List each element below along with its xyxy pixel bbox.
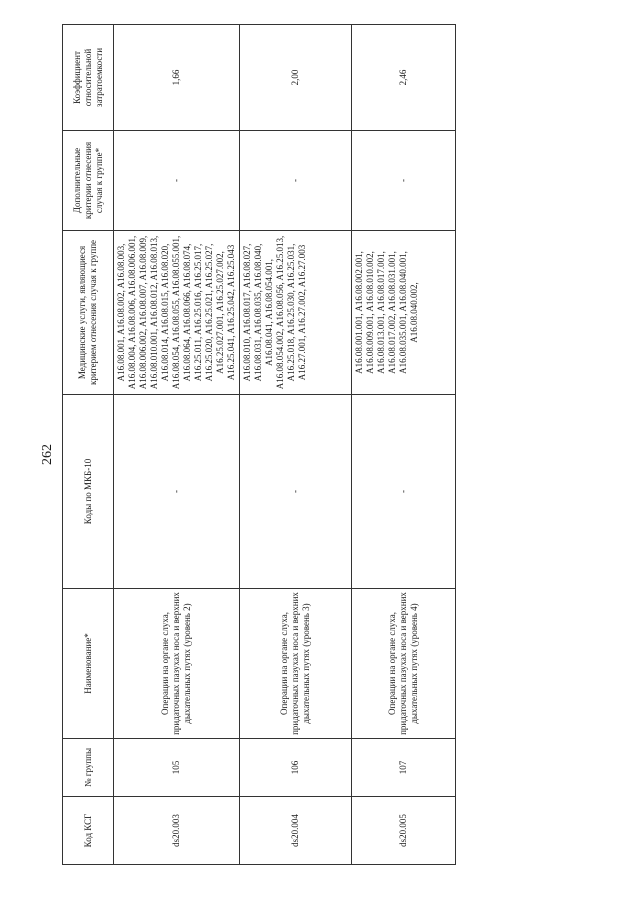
header-code: Код КСГ — [63, 797, 114, 865]
header-services: Медицинские услуги, являющиеся критерием отнесения случая к группе — [63, 231, 114, 395]
cell-extra-criteria: - — [114, 131, 240, 231]
header-extra-criteria: Дополнительные критерии отнесения случая к группе* — [63, 131, 114, 231]
header-group-no: № группы — [63, 739, 114, 797]
cell-group-no: 107 — [352, 739, 456, 797]
cell-extra-criteria: - — [352, 131, 456, 231]
cell-icd: - — [114, 395, 240, 589]
cell-coefficient: 1,66 — [114, 25, 240, 131]
table-row — [240, 25, 352, 865]
ksg-table — [62, 24, 456, 865]
cell-services: A16.08.001.001, A16.08.002.001, A16.08.009.001, A16.08.010.002, A16.08.013.001, A16.08.017.001, A16.08.017.002, A16.08.031.001, A16.08.035.001, A16.08.040.001, A16.08.040.002, — [352, 231, 456, 395]
cell-code: ds20.005 — [352, 797, 456, 865]
cell-name: Операции на органе слуха, придаточных пазухах носа и верхних дыхательных путях (уровень 3) — [240, 589, 352, 739]
table-row — [114, 25, 240, 865]
cell-coefficient: 2,46 — [352, 25, 456, 131]
cell-group-no: 106 — [240, 739, 352, 797]
table-row — [352, 25, 456, 865]
cell-extra-criteria: - — [240, 131, 352, 231]
cell-icd: - — [352, 395, 456, 589]
table-header-row — [63, 25, 114, 865]
cell-coefficient: 2,00 — [240, 25, 352, 131]
cell-group-no: 105 — [114, 739, 240, 797]
cell-icd: - — [240, 395, 352, 589]
header-icd: Коды по МКБ-10 — [63, 395, 114, 589]
cell-services: A16.08.001, A16.08.002, A16.08.003, A16.08.004, A16.08.006, A16.08.006.001, A16.08.006.002, A16.08.007, A16.08.009, A16.08.010.001, A16.08.012, A16.08.013, A16.08.014, A16.08.015, A16.08.020, A16.08.054, A16.08.055, A16.08.055.001, A16.08.064, A16.08.066, A16.08.074, A16.25.011, A16.25.016, A16.25.017, A16.25.020, A16.25.021, A16.25.027, A16.25.027.001, A16.25.027.002, A16.25.041, A16.25.042, A16.25.043 — [114, 231, 240, 395]
cell-name: Операции на органе слуха, придаточных пазухах носа и верхних дыхательных путях (уровень 2) — [114, 589, 240, 739]
header-name: Наименование* — [63, 589, 114, 739]
cell-code: ds20.003 — [114, 797, 240, 865]
cell-name: Операции на органе слуха, придаточных пазухах носа и верхних дыхательных путях (уровень 4) — [352, 589, 456, 739]
header-coefficient: Коэффициент относительной затратоемкости — [63, 25, 114, 131]
cell-services: A16.08.010, A16.08.017, A16.08.027, A16.08.031, A16.08.035, A16.08.040, A16.08.041, A16.08.054.001, A16.08.054.002, A16.08.056, A16.25.013, A16.25.018, A16.25.030, A16.25.031, A16.27.001, A16.27.002, A16.27.003 — [240, 231, 352, 395]
cell-code: ds20.004 — [240, 797, 352, 865]
page-number: 262 — [40, 444, 55, 465]
